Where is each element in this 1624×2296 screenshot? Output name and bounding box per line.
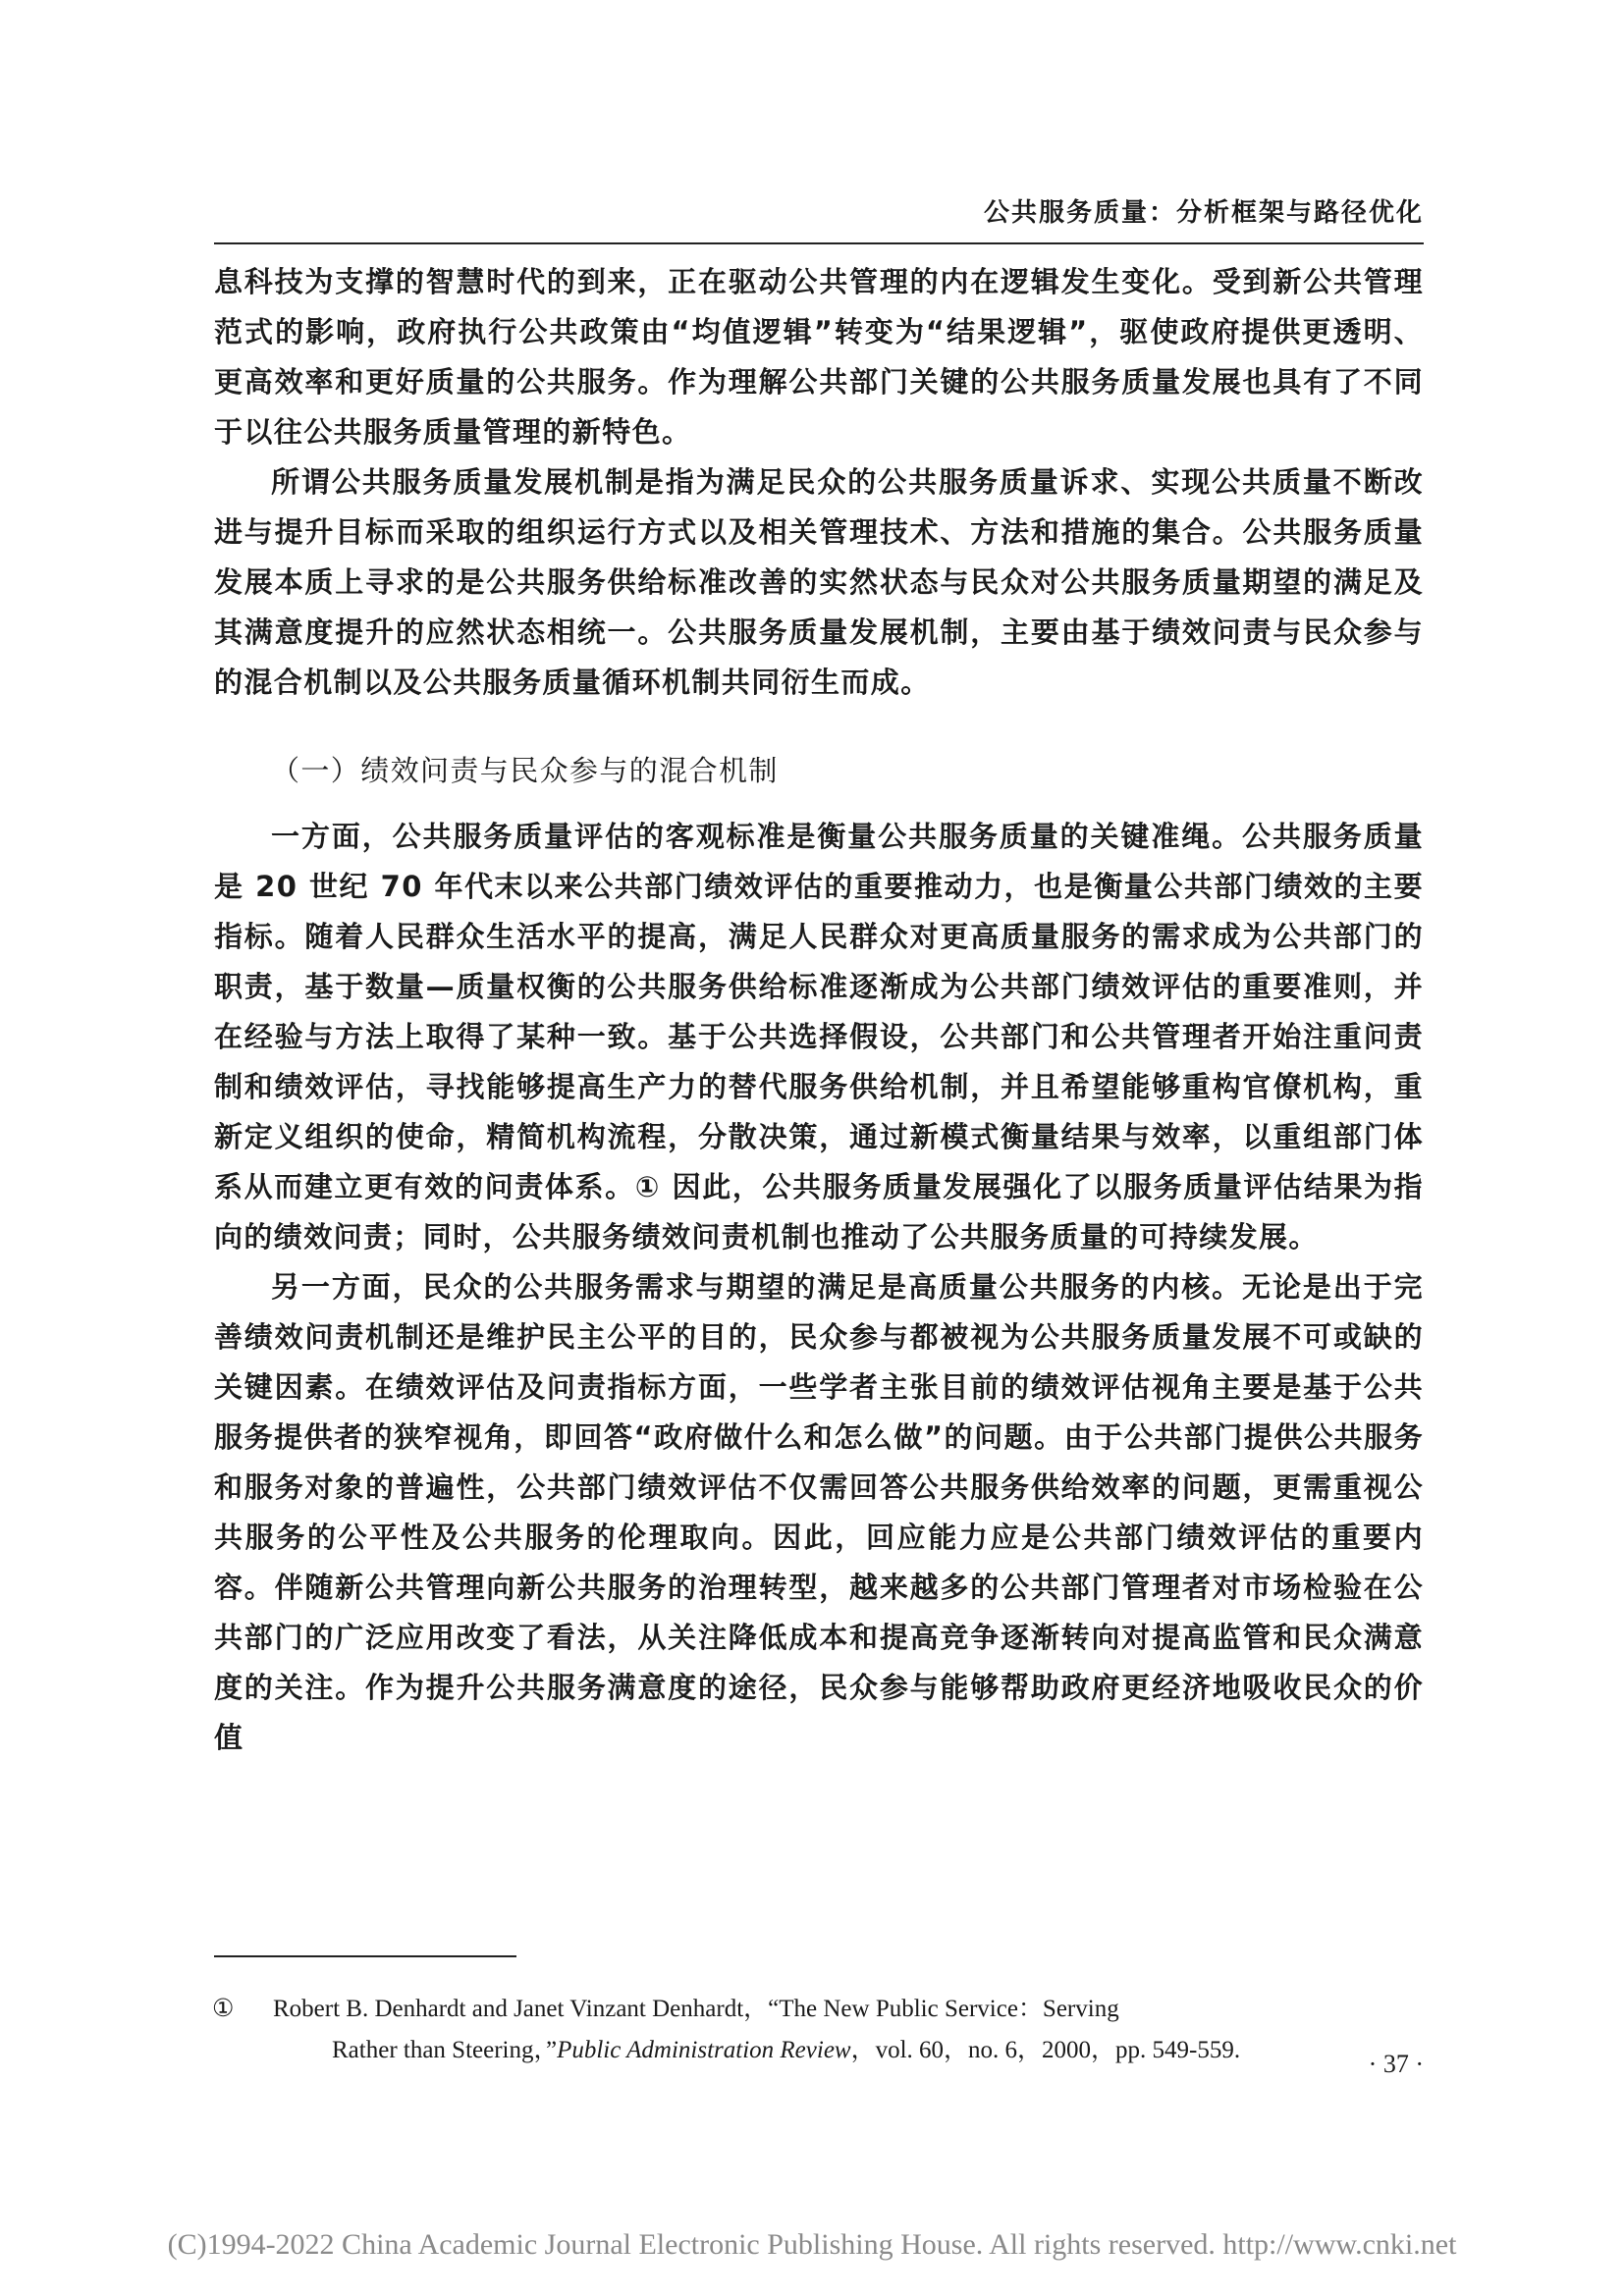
article-body: [214, 257, 1424, 1763]
paragraph-1: 息科技为支撑的智慧时代的到来，正在驱动公共管理的内在逻辑发生变化。受到新公共管理范式的影响，政府执行公共政策由“均值逻辑”转变为“结果逻辑”，驱使政府提供更透明、更高效率和更好质量的公共服务。作为理解公共部门关键的公共服务质量发展也具有了不同于以往公共服务质量管理的新特色。: [214, 265, 1424, 449]
paragraph-4: 另一方面，民众的公共服务需求与期望的满足是高质量公共服务的内核。无论是出于完善绩效问责机制还是维护民主公平的目的，民众参与都被视为公共服务质量发展不可或缺的关键因素。在绩效评估及问责指标方面，一些学者主张目前的绩效评估视角主要是基于公共服务提供者的狭窄视角，即回答“政府做什么和怎么做”的问题。由于公共部门提供公共服务和服务对象的普遍性，公共部门绩效评估不仅需回答公共服务供给效率的问题，更需重视公共服务的公平性及公共服务的伦理取向。因此，回应能力应是公共部门绩效评估的重要内容。伴随新公共管理向新公共服务的治理转型，越来越多的公共部门管理者对市场检验在公共部门的广泛应用改变了看法，从关注降低成本和提高竞争逐渐转向对提高监管和民众满意度的关注。作为提升公共服务满意度的途径，民众参与能够帮助政府更经济地吸收民众的价值: [214, 1270, 1424, 1754]
running-header-title: 公共服务质量：分析框架与路径优化: [983, 198, 1424, 228]
footnote-text-line1: Robert B. Denhardt and Janet Vinzant Denhardt，“The New Public Service：Serving: [273, 1996, 1119, 2022]
footnote-line2: [273, 2030, 1424, 2071]
footnote-marker: ①: [212, 1996, 235, 2022]
footnote-text-line2: Rather than Steering，”: [332, 2037, 558, 2063]
page-number: · 37 ·: [1368, 2050, 1424, 2078]
footnote: [212, 1989, 1424, 2071]
footnote-rule: [214, 1955, 516, 1957]
footnote-journal-title: Public Administration Review: [557, 2037, 851, 2063]
paragraph-3: 一方面，公共服务质量评估的客观标准是衡量公共服务质量的关键准绳。公共服务质量是 20 世纪 70 年代末以来公共部门绩效评估的重要推动力，也是衡量公共部门绩效的主要指标。随着人民群众生活水平的提高，满足人民群众对更高质量服务的需求成为公共部门的职责，基于数量—质量权衡的公共服务供给标准逐渐成为公共部门绩效评估的重要准则，并在经验与方法上取得了某种一致。基于公共选择假设，公共部门和公共管理者开始注重问责制和绩效评估，寻找能够提高生产力的替代服务供给机制，并且希望能够重构官僚机构，重新定义组织的使命，精简机构流程，分散决策，通过新模式衡量结果与效率，以重组部门体系从而建立更有效的问责体系。① 因此，公共服务质量发展强化了以服务质量评估结果为指向的绩效问责；同时，公共服务绩效问责机制也推动了公共服务质量的可持续发展。: [214, 820, 1424, 1254]
paragraph-2: 所谓公共服务质量发展机制是指为满足民众的公共服务质量诉求、实现公共质量不断改进与提升目标而采取的组织运行方式以及相关管理技术、方法和措施的集合。公共服务质量发展本质上寻求的是公共服务供给标准改善的实然状态与民众对公共服务质量期望的满足及其满意度提升的应然状态相统一。公共服务质量发展机制，主要由基于绩效问责与民众参与的混合机制以及公共服务质量循环机制共同衍生而成。: [214, 465, 1424, 699]
copyright-watermark: (C)1994-2022 China Academic Journal Electronic Publishing House. All rights reserved. http://www.cnki.net: [167, 2228, 1457, 2261]
header-rule: [214, 242, 1424, 244]
footnote-text-tail: ，vol. 60，no. 6，2000，pp. 549-559.: [850, 2037, 1241, 2063]
section-heading: （一）绩效问责与民众参与的混合机制: [271, 754, 779, 787]
